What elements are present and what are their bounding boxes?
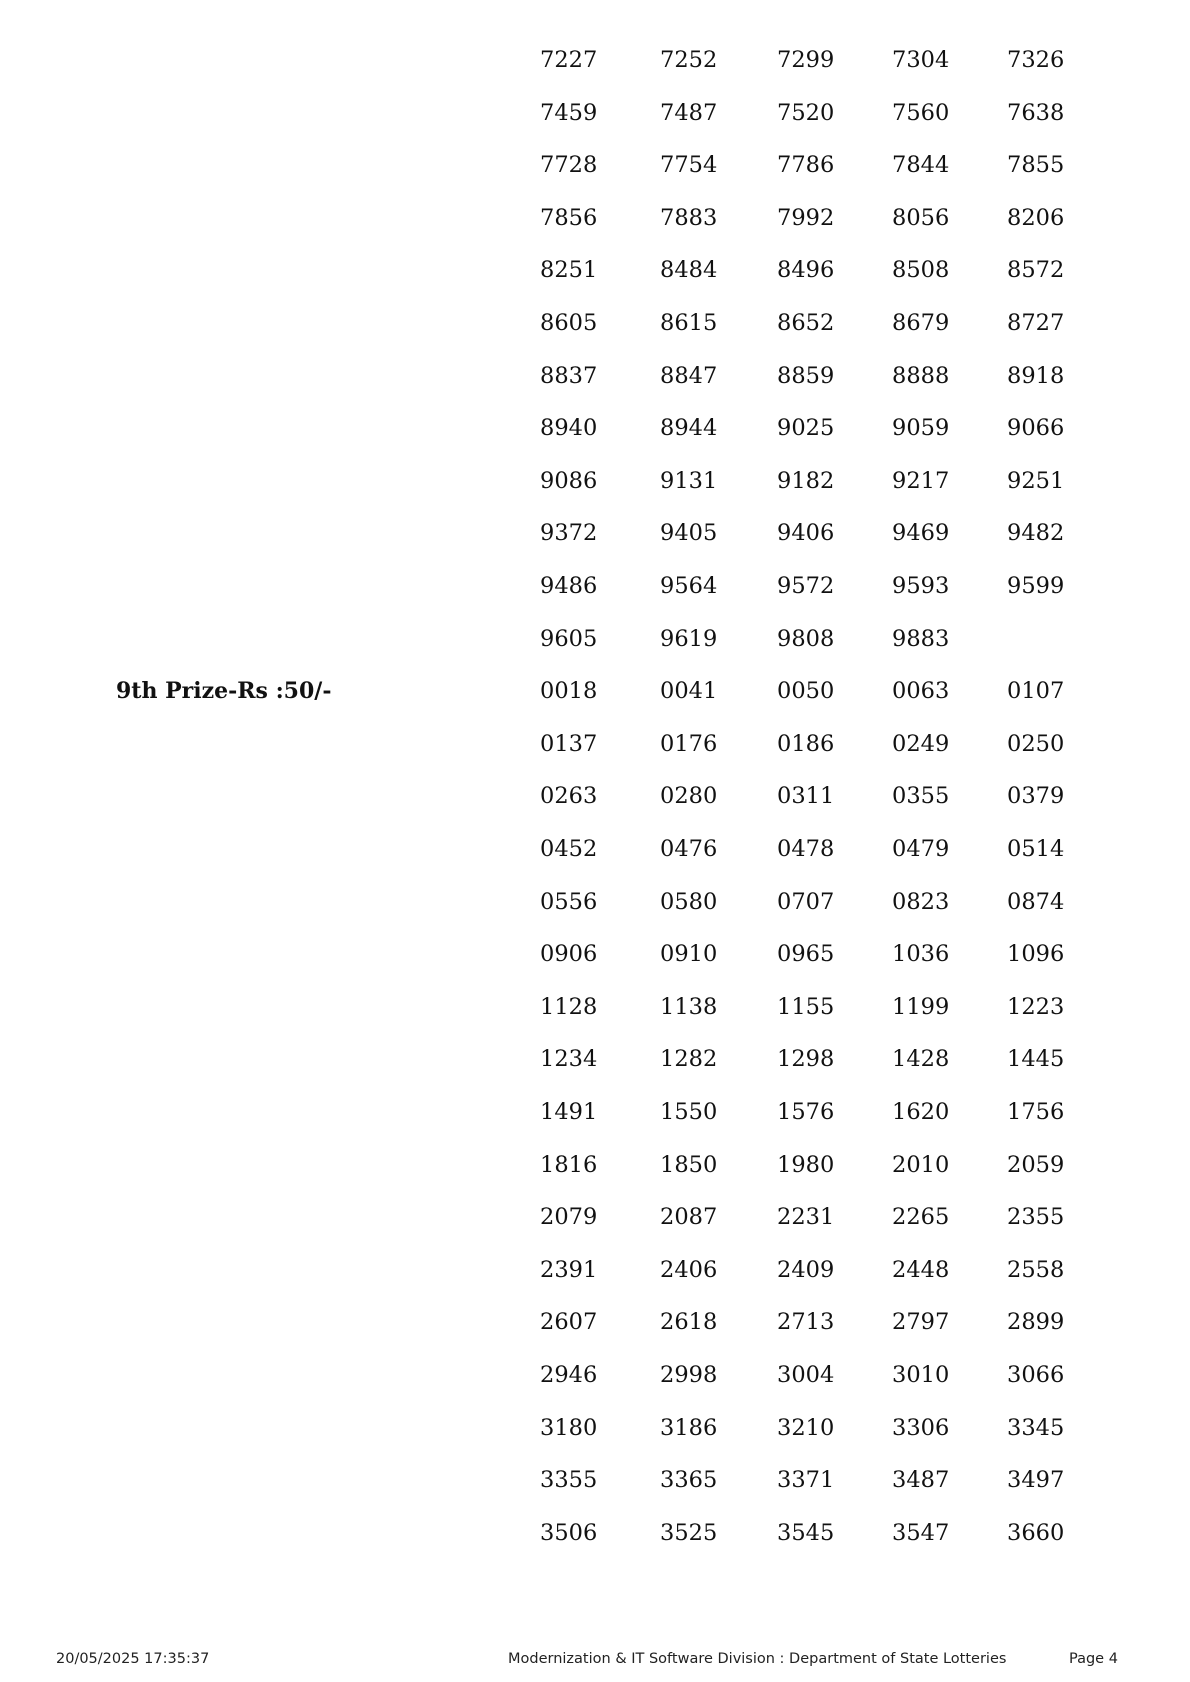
number-row xyxy=(540,1204,1100,1230)
winning-number: 0107 xyxy=(1007,678,1065,705)
number-row xyxy=(540,468,1100,494)
winning-number: 1036 xyxy=(892,941,950,968)
winning-number: 9619 xyxy=(660,625,718,652)
winning-number: 8940 xyxy=(540,415,598,442)
winning-number: 3355 xyxy=(540,1467,598,1494)
winning-number: 3066 xyxy=(1007,1362,1065,1388)
winning-number: 0018 xyxy=(540,678,598,705)
winning-number: 9405 xyxy=(660,520,718,547)
winning-number: 3497 xyxy=(1007,1467,1065,1494)
winning-number: 8837 xyxy=(540,362,598,389)
winning-number: 1155 xyxy=(777,993,835,1020)
winning-number: 7560 xyxy=(892,99,950,126)
winning-number: 2946 xyxy=(540,1362,598,1388)
winning-number: 8727 xyxy=(1007,310,1065,336)
winning-number: 9599 xyxy=(1007,573,1065,599)
number-row xyxy=(540,1152,1100,1178)
number-row xyxy=(540,1099,1100,1125)
winning-number: 9182 xyxy=(777,467,835,494)
winning-number: 2231 xyxy=(777,1204,835,1231)
winning-number: 0311 xyxy=(777,783,835,810)
winning-number: 2406 xyxy=(660,1256,718,1283)
number-row xyxy=(540,47,1100,73)
winning-number: 8944 xyxy=(660,415,718,442)
number-row xyxy=(540,1415,1100,1441)
winning-number: 9251 xyxy=(1007,467,1065,494)
winning-number: 7638 xyxy=(1007,99,1065,126)
winning-number: 1282 xyxy=(660,1046,718,1073)
number-row xyxy=(540,941,1100,967)
number-row xyxy=(540,520,1100,546)
winning-number: 7754 xyxy=(660,152,718,179)
winning-number: 2010 xyxy=(892,1151,950,1178)
winning-number: 3487 xyxy=(892,1467,950,1494)
winning-number: 1234 xyxy=(540,1046,598,1073)
winning-number: 0452 xyxy=(540,836,598,862)
winning-number: 7992 xyxy=(777,204,835,231)
winning-number: 1223 xyxy=(1007,993,1065,1020)
winning-number: 8496 xyxy=(777,257,835,284)
winning-number: 1550 xyxy=(660,1099,718,1125)
winning-number: 0176 xyxy=(660,730,718,757)
winning-number: 1096 xyxy=(1007,941,1065,968)
winning-number: 0063 xyxy=(892,678,950,705)
winning-number: 0050 xyxy=(777,678,835,705)
number-row xyxy=(540,1046,1100,1072)
winning-number: 0137 xyxy=(540,730,598,757)
number-row xyxy=(540,415,1100,441)
winning-number: 1620 xyxy=(892,1099,950,1125)
number-row xyxy=(540,1362,1100,1388)
winning-number: 0476 xyxy=(660,836,718,862)
winning-number: 8605 xyxy=(540,310,598,336)
winning-number: 0249 xyxy=(892,730,950,757)
winning-number: 2391 xyxy=(540,1256,598,1283)
winning-number: 1199 xyxy=(892,993,950,1020)
winning-number: 3545 xyxy=(777,1519,835,1546)
footer-timestamp: 20/05/2025 17:35:37 xyxy=(56,1651,210,1667)
winning-number: 8652 xyxy=(777,310,835,336)
winning-number: 7855 xyxy=(1007,152,1065,179)
winning-number: 3506 xyxy=(540,1519,598,1546)
winning-number: 7844 xyxy=(892,152,950,179)
winning-number: 8572 xyxy=(1007,257,1065,284)
number-row xyxy=(540,310,1100,336)
footer-page-number: Page 4 xyxy=(1069,1651,1118,1667)
number-row xyxy=(540,678,1100,704)
winning-number: 2079 xyxy=(540,1204,598,1231)
number-row xyxy=(540,1257,1100,1283)
winning-number: 9469 xyxy=(892,520,950,547)
winning-number: 9025 xyxy=(777,415,835,442)
winning-number: 1816 xyxy=(540,1151,598,1178)
winning-number: 3004 xyxy=(777,1362,835,1388)
winning-number: 8847 xyxy=(660,362,718,389)
winning-number: 8679 xyxy=(892,310,950,336)
winning-number: 2409 xyxy=(777,1256,835,1283)
winning-number: 8859 xyxy=(777,362,835,389)
winning-number: 9059 xyxy=(892,415,950,442)
winning-number: 7304 xyxy=(892,47,950,73)
winning-number: 0250 xyxy=(1007,730,1065,757)
winning-number: 9131 xyxy=(660,467,718,494)
winning-number: 9808 xyxy=(777,625,835,652)
winning-number: 2448 xyxy=(892,1256,950,1283)
winning-number: 7487 xyxy=(660,99,718,126)
winning-number: 3010 xyxy=(892,1362,950,1388)
winning-number: 8056 xyxy=(892,204,950,231)
number-row xyxy=(540,1520,1100,1546)
winning-number: 3365 xyxy=(660,1467,718,1494)
winning-number: 0478 xyxy=(777,836,835,862)
winning-number: 7459 xyxy=(540,99,598,126)
winning-number: 2899 xyxy=(1007,1309,1065,1336)
winning-number: 1756 xyxy=(1007,1099,1065,1125)
winning-number: 0041 xyxy=(660,678,718,705)
winning-number: 0965 xyxy=(777,941,835,968)
number-row xyxy=(540,889,1100,915)
winning-number: 7227 xyxy=(540,47,598,73)
number-row xyxy=(540,994,1100,1020)
winning-number: 8888 xyxy=(892,362,950,389)
winning-number: 9372 xyxy=(540,520,598,547)
winning-number: 2059 xyxy=(1007,1151,1065,1178)
prize-label: 9th Prize-Rs :50/- xyxy=(116,678,332,705)
winning-number: 1138 xyxy=(660,993,718,1020)
winning-number: 9593 xyxy=(892,573,950,599)
number-row xyxy=(540,1309,1100,1335)
winning-number: 9086 xyxy=(540,467,598,494)
winning-number: 2998 xyxy=(660,1362,718,1388)
winning-number: 1576 xyxy=(777,1099,835,1125)
winning-number: 2618 xyxy=(660,1309,718,1336)
winning-number: 8508 xyxy=(892,257,950,284)
winning-number: 3306 xyxy=(892,1414,950,1441)
winning-number: 7299 xyxy=(777,47,835,73)
winning-number: 0379 xyxy=(1007,783,1065,810)
winning-number: 3186 xyxy=(660,1414,718,1441)
winning-number: 7856 xyxy=(540,204,598,231)
winning-number: 9564 xyxy=(660,573,718,599)
winning-number: 0186 xyxy=(777,730,835,757)
winning-number: 0910 xyxy=(660,941,718,968)
winning-number: 9605 xyxy=(540,625,598,652)
number-row xyxy=(540,257,1100,283)
winning-number: 8615 xyxy=(660,310,718,336)
winning-number: 9217 xyxy=(892,467,950,494)
winning-number: 0823 xyxy=(892,888,950,915)
winning-number: 7326 xyxy=(1007,47,1065,73)
number-row xyxy=(540,731,1100,757)
footer-division: Modernization & IT Software Division : Department of State Lotteries xyxy=(508,1651,1007,1667)
winning-number: 0906 xyxy=(540,941,598,968)
number-row xyxy=(540,573,1100,599)
winning-number: 0479 xyxy=(892,836,950,862)
winning-number: 3345 xyxy=(1007,1414,1065,1441)
winning-number: 2087 xyxy=(660,1204,718,1231)
winning-number: 0707 xyxy=(777,888,835,915)
number-row xyxy=(540,205,1100,231)
number-row xyxy=(540,100,1100,126)
winning-number: 9066 xyxy=(1007,415,1065,442)
winning-number: 0514 xyxy=(1007,836,1065,862)
number-row xyxy=(540,783,1100,809)
winning-number: 3210 xyxy=(777,1414,835,1441)
winning-number: 8251 xyxy=(540,257,598,284)
winning-number: 8918 xyxy=(1007,362,1065,389)
winning-number: 1298 xyxy=(777,1046,835,1073)
winning-number: 2355 xyxy=(1007,1204,1065,1231)
winning-number: 2265 xyxy=(892,1204,950,1231)
winning-number: 9482 xyxy=(1007,520,1065,547)
winning-number: 7728 xyxy=(540,152,598,179)
winning-number: 9572 xyxy=(777,573,835,599)
winning-number: 2558 xyxy=(1007,1256,1065,1283)
winning-number: 7252 xyxy=(660,47,718,73)
winning-number: 1428 xyxy=(892,1046,950,1073)
winning-number: 7883 xyxy=(660,204,718,231)
winning-number: 7520 xyxy=(777,99,835,126)
winning-number: 3180 xyxy=(540,1414,598,1441)
winning-number: 1128 xyxy=(540,993,598,1020)
winning-number: 3525 xyxy=(660,1519,718,1546)
number-row xyxy=(540,836,1100,862)
winning-number: 9883 xyxy=(892,625,950,652)
winning-number: 0580 xyxy=(660,888,718,915)
winning-number: 2797 xyxy=(892,1309,950,1336)
number-row xyxy=(540,1467,1100,1493)
winning-number: 1491 xyxy=(540,1099,598,1125)
winning-number: 8484 xyxy=(660,257,718,284)
winning-number: 0280 xyxy=(660,783,718,810)
winning-number: 2607 xyxy=(540,1309,598,1336)
winning-number: 0355 xyxy=(892,783,950,810)
winning-number: 1850 xyxy=(660,1151,718,1178)
winning-number: 0556 xyxy=(540,888,598,915)
winning-number: 9486 xyxy=(540,573,598,599)
winning-number: 0263 xyxy=(540,783,598,810)
winning-number: 0874 xyxy=(1007,888,1065,915)
winning-number: 1445 xyxy=(1007,1046,1065,1073)
winning-number: 7786 xyxy=(777,152,835,179)
winning-number: 3660 xyxy=(1007,1519,1065,1546)
number-row xyxy=(540,363,1100,389)
winning-number: 3371 xyxy=(777,1467,835,1494)
number-row xyxy=(540,152,1100,178)
winning-number: 8206 xyxy=(1007,204,1065,231)
number-row xyxy=(540,626,1100,652)
winning-number: 9406 xyxy=(777,520,835,547)
winning-number: 2713 xyxy=(777,1309,835,1336)
winning-number: 1980 xyxy=(777,1151,835,1178)
winning-number: 3547 xyxy=(892,1519,950,1546)
